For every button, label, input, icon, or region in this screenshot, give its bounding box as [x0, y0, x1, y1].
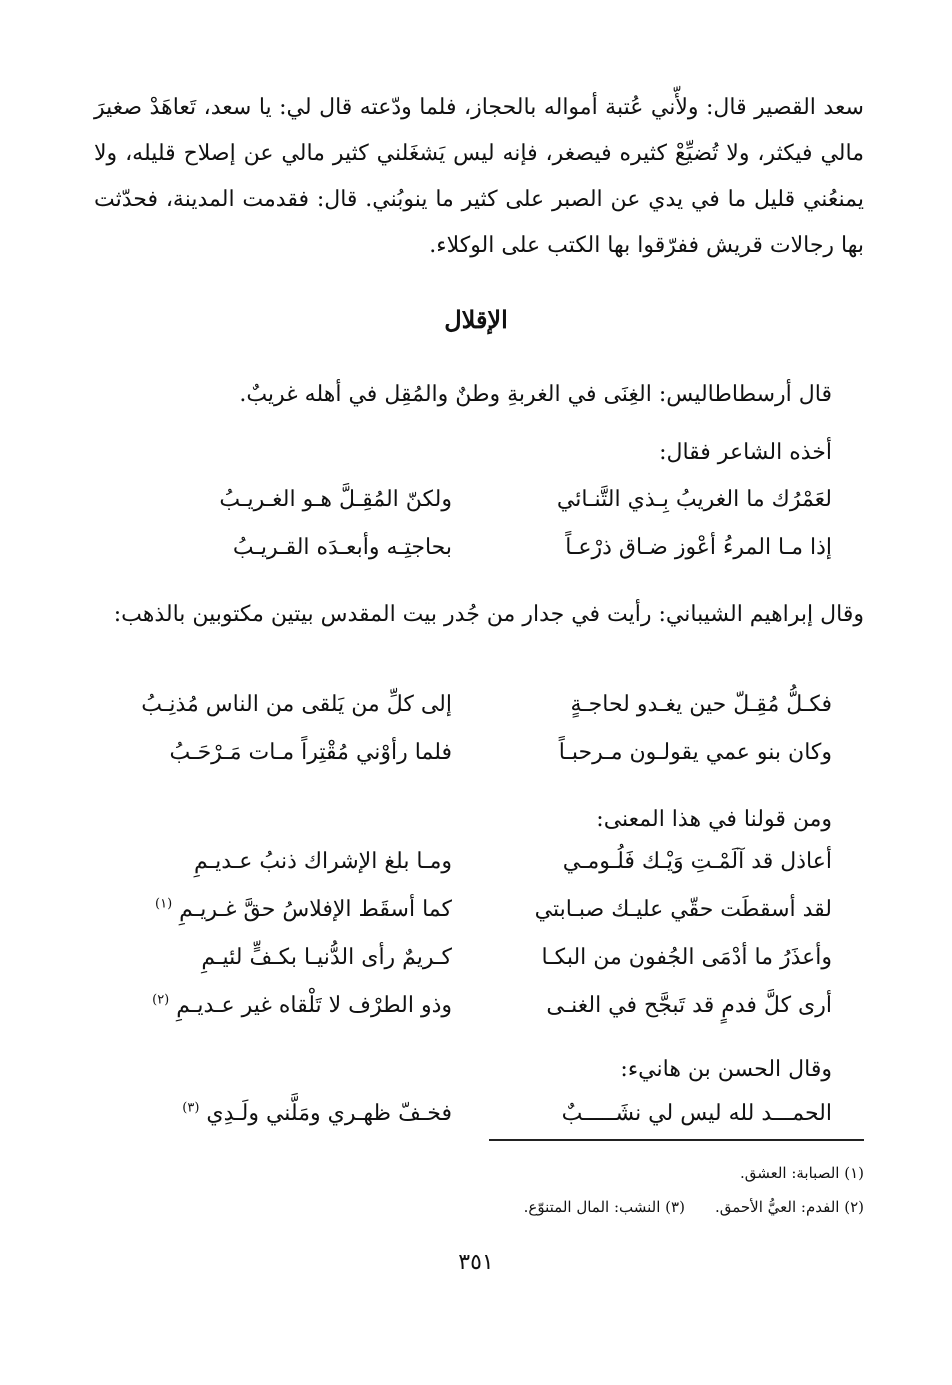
verse-first-hemistich: وكان بنو عمي يقولـون مـرحبـاً [558, 740, 832, 765]
page-number: ٣٥١ [458, 1250, 494, 1275]
verse-second-hemistich [92, 840, 452, 884]
poem3-verse-1 [92, 840, 832, 884]
our-saying-intro: ومن قولنا في هذا المعنى: [596, 807, 832, 832]
hemistich-text: وذو الطرْف لا تَلْقاه غير عـديـمِ [176, 993, 452, 1018]
verse-first-hemistich: لقد أسقطَت حقّي عليـك صبـابتي [534, 897, 832, 922]
shaybani-intro: وقال إبراهيم الشيباني: رأيت في جدار من جُدر بيت المقدس بيتين مكتوبين بالذهب: [113, 602, 864, 627]
intro-paragraph: سعد القصير قال: ولأّني عُتبة أمواله بالحجاز، فلما ودّعته قال لي: يا سعد، تَعاهَدْ صغيرَ مالي فيكثر، ولا تُضيِّعْ كثيره فيصغر، فإنه ليس يَشغَلني كثير مالي عن إصلاح قليله، ولا يمنعُني قليل ما في يدي عن الصبر على كثير ما ينوبُني. قال: فقدمت المدينة، فحدّثت بها رجالات قريش ففرّقوا بها الكتب على الوكلاء. [94, 95, 864, 258]
poet-intro: أخذه الشاعر فقال: [659, 440, 832, 465]
section-heading: الإقلال [444, 305, 508, 334]
footnote-ref-2[interactable]: (٢) [152, 992, 170, 1008]
verse-second-hemistich: فلما رأوْني مُقْتِراً مـات مَـرْحَـبُ [169, 740, 452, 765]
footnote-1: (١) الصبابة: العشق. [739, 1164, 864, 1182]
poem1-verse-2 [92, 526, 832, 570]
verse-first-hemistich: الحمـــد لله ليس لي نشَـــــبٌ [561, 1101, 832, 1126]
footnote-2: (٢) الفدم: العيُّ الأحمق. [714, 1198, 864, 1216]
verse-first-hemistich: وأعذَرُ ما أدْمَى الجُفون من البكـا [541, 945, 832, 970]
footnote-divider [489, 1139, 864, 1141]
hasan-intro: وقال الحسن بن هانيء: [620, 1057, 832, 1082]
footnote-ref-1[interactable]: (١) [155, 896, 173, 912]
verse-first-hemistich: أرى كلَّ فدمٍ قد تَبجَّح في الغنـى [546, 993, 832, 1018]
verse-second-hemistich [92, 984, 452, 1028]
hemistich-text: فخـفّ ظهـري ومَلَّني ولَـدِي [206, 1101, 452, 1126]
aristotle-quote: قال أرسطاطاليس: الغِنَى في الغربةِ وطنٌ والمُقِل في أهله غريبٌ. [239, 382, 832, 407]
poem3-verse-4 [92, 984, 832, 1028]
verse-second-hemistich: إلى كلِّ من يَلقى من الناس مُذنِـبُ [141, 692, 452, 717]
hemistich-text: كـريمٌ رأى الدُّنيـا بكـفٍّ لئيـمِ [201, 945, 452, 970]
verse-second-hemistich [92, 1092, 452, 1136]
poem2-verse-2 [92, 731, 832, 775]
hemistich-text: كما أسقَط الإفلاسُ حقَّ غـريـمِ [179, 897, 452, 922]
verse-second-hemistich: ولكنّ المُقِـلَّ هـو الغـريـبُ [219, 487, 452, 512]
verse-first-hemistich: إذا مـا المرءُ أعْوز ضـاق ذرْعـاً [565, 535, 832, 560]
verse-second-hemistich [92, 888, 452, 932]
verse-first-hemistich: فكـلُّ مُقِـلّ حين يغـدو لحاجـةٍ [570, 692, 832, 717]
poem4-verse-1 [92, 1092, 832, 1136]
footnote-ref-3[interactable]: (٣) [182, 1100, 200, 1116]
poem3-verse-2 [92, 888, 832, 932]
poem3-verse-3 [92, 936, 832, 980]
poem2-verse-1 [92, 683, 832, 727]
poem1-verse-1 [92, 478, 832, 522]
verse-first-hemistich: أعاذل قد آلَمْـتِ وَيْـك فَلُـومـي [562, 849, 832, 874]
verse-first-hemistich: لعَمْرُك ما الغريبُ بِـذي التَّنـائي [556, 487, 832, 512]
verse-second-hemistich [92, 936, 452, 980]
hemistich-text: ومـا بلغ الإشراك ذنبُ عـديـمِ [194, 849, 452, 874]
verse-second-hemistich: بحاجتِـه وأبعـدَه القـريـبُ [232, 535, 452, 560]
footnote-3: (٣) النشب: المال المتنوّع. [523, 1198, 685, 1216]
footnote-row-2 [104, 1194, 864, 1220]
